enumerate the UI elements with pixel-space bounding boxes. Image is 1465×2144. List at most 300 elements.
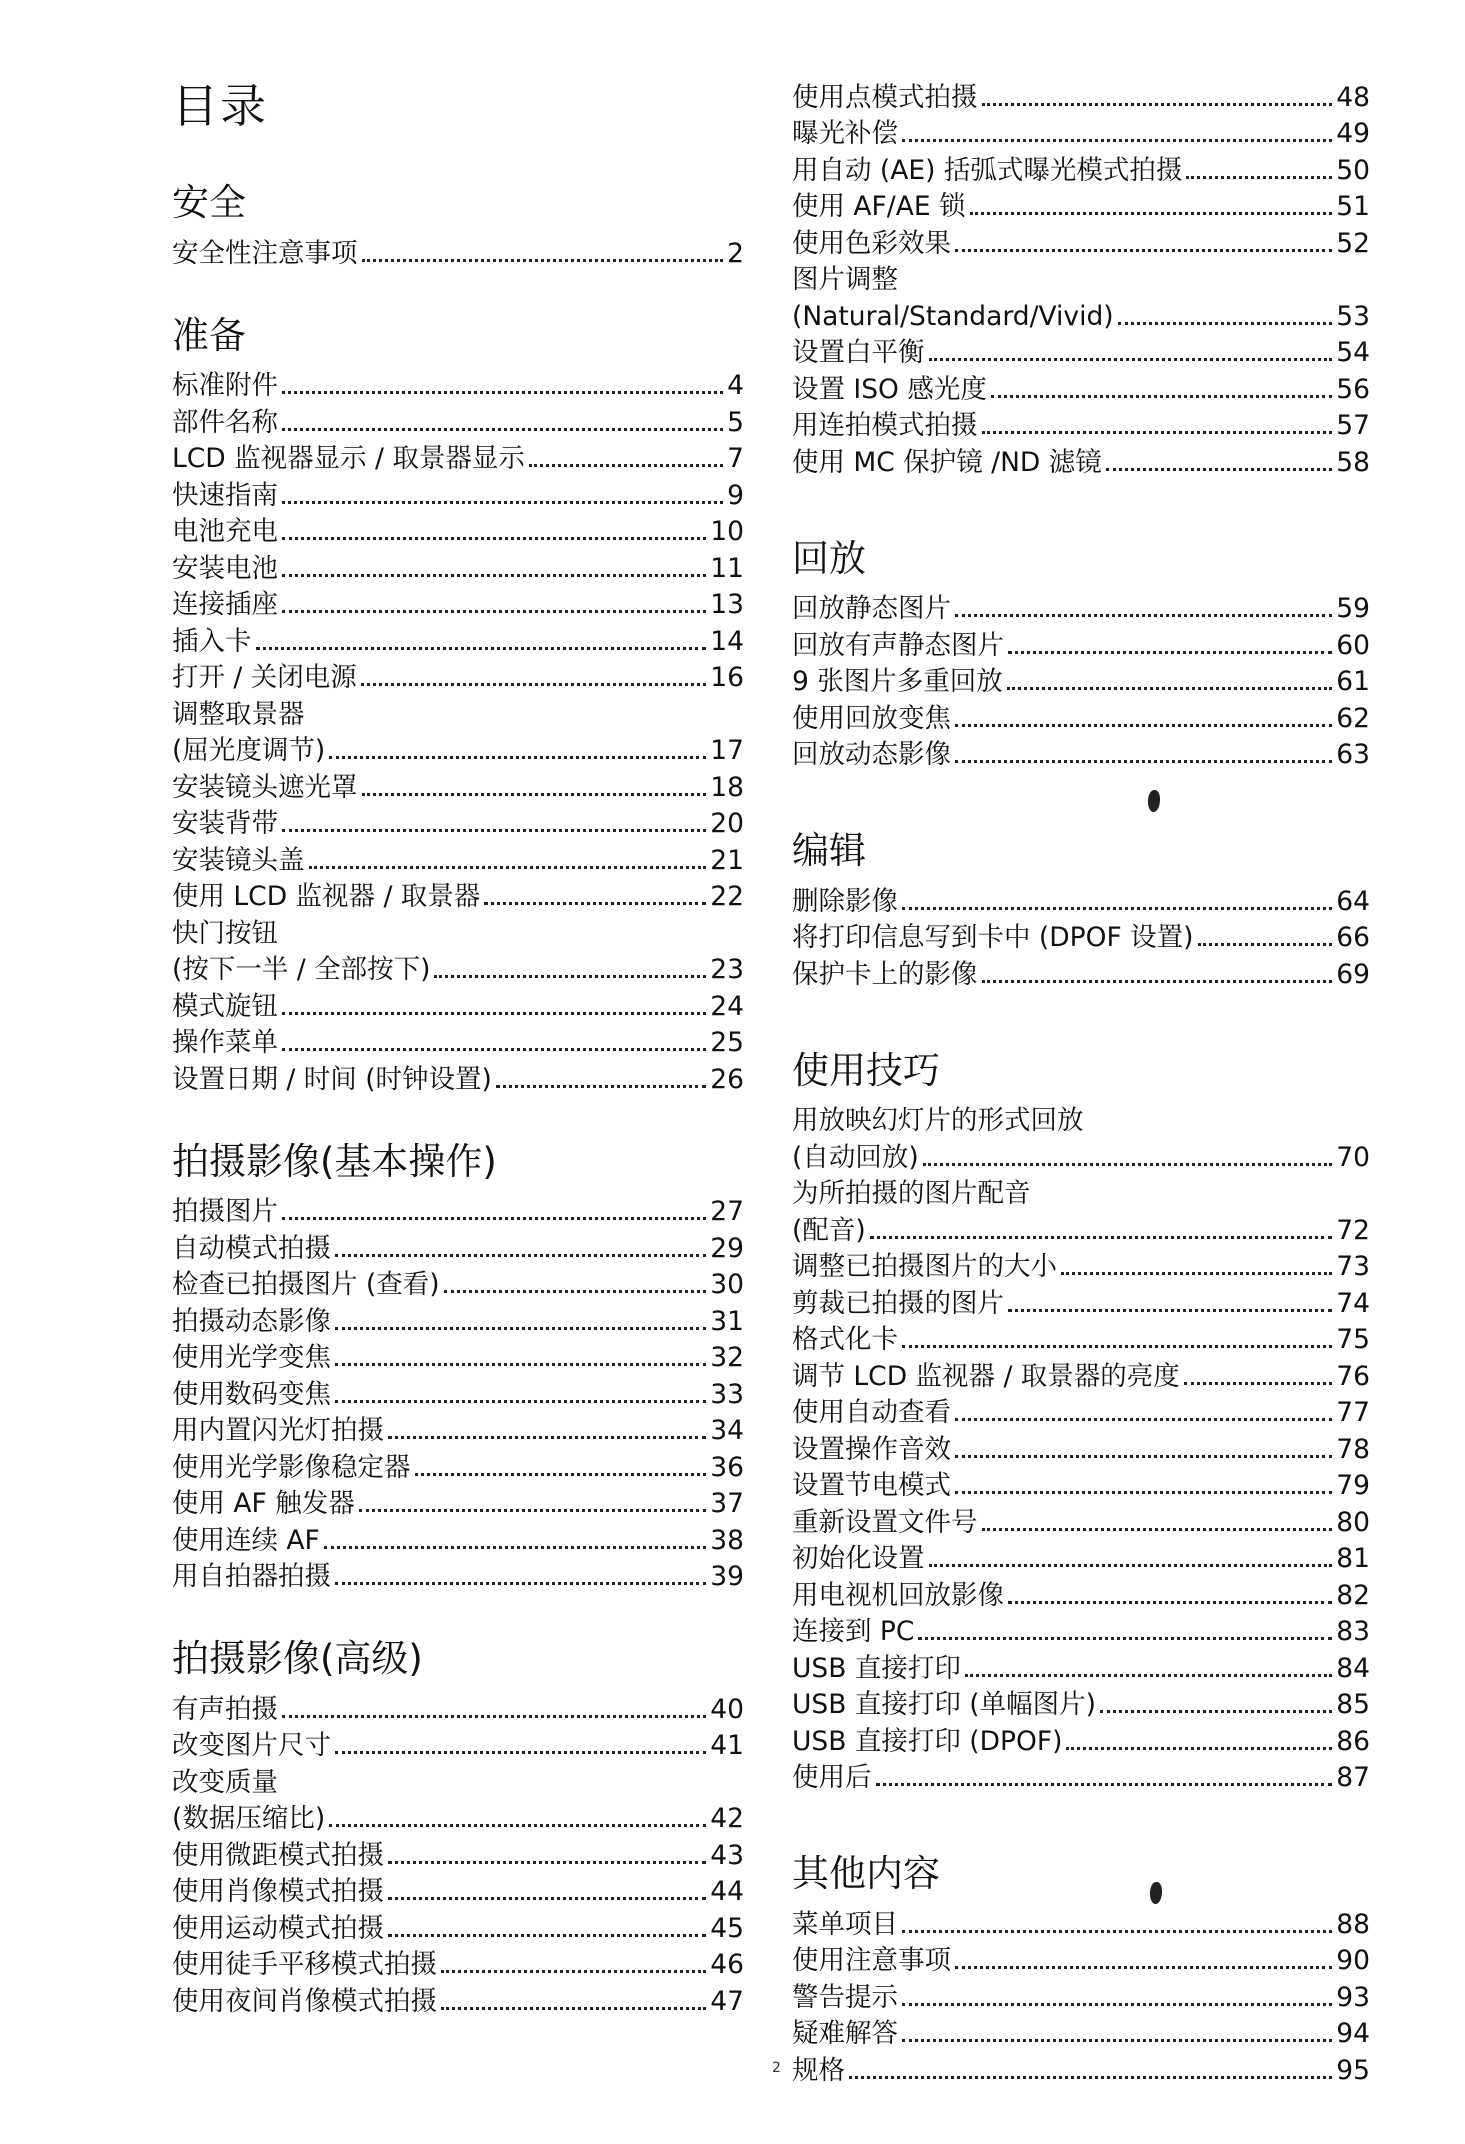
toc-entry-label: 设置 ISO 感光度 [792, 373, 987, 405]
toc-entry[interactable] [172, 1058, 744, 1095]
toc-entry-label: 使用后 [792, 1762, 872, 1793]
toc-entry-label: 部件名称 [172, 406, 278, 438]
toc-section [792, 1048, 1370, 1794]
toc-entry[interactable] [792, 1355, 1370, 1392]
toc-entry-label: 使用 MC 保护镜 /ND 滤镜 [792, 446, 1102, 478]
toc-entry[interactable] [172, 1373, 744, 1410]
toc-entry-page-number: 61 [1336, 666, 1370, 697]
toc-entry[interactable] [172, 949, 744, 986]
toc-entry-label: (自动回放) [792, 1141, 919, 1173]
toc-entry-page-number: 42 [710, 1803, 744, 1834]
toc-entry-label: 设置白平衡 [792, 337, 925, 368]
toc-entry-label: 使用微距模式拍摄 [172, 1839, 384, 1871]
dot-leader [918, 1637, 1332, 1640]
toc-entry[interactable] [792, 76, 1370, 113]
toc-entry-page-number: 57 [1336, 410, 1370, 441]
toc-entry[interactable] [792, 405, 1370, 442]
toc-entry-label: 标准附件 [172, 370, 278, 401]
toc-entry-label-line: 图片调整 [792, 264, 898, 295]
dot-leader [529, 464, 723, 467]
toc-entry-page-number: 25 [710, 1027, 744, 1058]
dot-leader [970, 212, 1333, 215]
dot-leader [902, 2003, 1332, 2006]
toc-entry-page-number: 4 [727, 370, 744, 401]
dot-leader [955, 1966, 1332, 1969]
toc-entry[interactable] [172, 1337, 744, 1374]
toc-entry[interactable] [792, 1720, 1370, 1757]
dot-leader [282, 1048, 706, 1051]
dot-leader [955, 249, 1332, 252]
toc-entry-label: 安装镜头遮光罩 [172, 771, 358, 803]
toc-entry-page-number: 26 [710, 1063, 744, 1095]
toc-entry[interactable] [792, 1574, 1370, 1611]
toc-entry-label: 使用 AF 触发器 [172, 1488, 355, 1519]
toc-entry-label: 设置操作音效 [792, 1433, 951, 1465]
toc-entry[interactable] [792, 624, 1370, 661]
toc-section [792, 76, 1370, 478]
toc-entry-label: 模式旋钮 [172, 990, 278, 1022]
toc-entry[interactable] [792, 1611, 1370, 1648]
toc-entry-page-number: 39 [710, 1561, 744, 1592]
toc-entry[interactable] [792, 588, 1370, 625]
page-number: 2 [772, 2060, 781, 2076]
toc-entry-page-number: 32 [710, 1342, 744, 1373]
dot-leader [388, 1861, 706, 1864]
toc-entry-label: 调整已拍摄图片的大小 [792, 1251, 1057, 1282]
toc-entry-label-line: 用放映幻灯片的形式回放 [792, 1105, 1084, 1136]
toc-entry-page-number: 38 [710, 1524, 744, 1556]
toc-entry[interactable] [172, 474, 744, 511]
toc-entry-label-line: 快门按钮 [172, 917, 278, 949]
toc-section [792, 828, 1370, 990]
toc-entry[interactable] [172, 839, 744, 876]
toc-entry-page-number: 80 [1336, 1506, 1370, 1538]
dot-leader [929, 1564, 1333, 1567]
toc-entry[interactable] [172, 365, 744, 402]
toc-entry-label: 回放有声静态图片 [792, 629, 1004, 661]
toc-entry[interactable] [172, 1410, 744, 1447]
toc-entry[interactable] [172, 232, 744, 269]
toc-entry[interactable] [792, 222, 1370, 259]
dot-leader [309, 866, 707, 869]
toc-entry[interactable] [172, 1556, 744, 1593]
toc-entry[interactable] [172, 876, 744, 913]
toc-entry[interactable] [792, 441, 1370, 478]
toc-entry-page-number: 77 [1336, 1397, 1370, 1428]
dot-leader [434, 975, 706, 978]
dot-leader [1186, 176, 1332, 179]
toc-entry-page-number: 52 [1336, 227, 1370, 259]
toc-entry[interactable] [792, 880, 1370, 917]
toc-entry-page-number: 74 [1336, 1287, 1370, 1319]
dot-leader [335, 1751, 706, 1754]
toc-entry[interactable] [172, 1446, 744, 1483]
toc-entry-page-number: 90 [1336, 1945, 1370, 1976]
toc-entry-page-number: 66 [1336, 922, 1370, 953]
dot-leader [929, 358, 1333, 361]
toc-entry-label: (数据压缩比) [172, 1803, 326, 1834]
toc-entry[interactable] [172, 1907, 744, 1944]
toc-entry-page-number: 54 [1336, 337, 1370, 368]
section-heading: 安全 [172, 181, 246, 224]
dot-leader [324, 1546, 706, 1549]
toc-entry[interactable] [172, 1798, 744, 1835]
toc-entry-label: 有声拍摄 [172, 1693, 278, 1725]
toc-entry[interactable] [792, 734, 1370, 771]
toc-entry-label: 规格 [792, 2054, 845, 2086]
dot-leader [923, 1163, 1333, 1166]
toc-entry-page-number: 18 [710, 771, 744, 803]
toc-entry-label: (Natural/Standard/Vivid) [792, 300, 1114, 332]
toc-entry-page-number: 24 [710, 990, 744, 1022]
toc-entry-page-number: 48 [1336, 81, 1370, 113]
toc-entry[interactable] [172, 766, 744, 803]
toc-entry-label: 保护卡上的影像 [792, 958, 978, 990]
toc-entry[interactable] [172, 1264, 744, 1301]
toc-entry[interactable] [792, 1903, 1370, 1940]
toc-section [172, 1139, 744, 1593]
toc-entry-page-number: 58 [1336, 446, 1370, 478]
dot-leader [415, 1473, 707, 1476]
toc-entry[interactable] [172, 1022, 744, 1059]
toc-entry-page-number: 14 [710, 625, 744, 657]
toc-entry[interactable] [792, 2049, 1370, 2086]
toc-entry-label: 使用 LCD 监视器 / 取景器 [172, 881, 481, 912]
toc-section [792, 536, 1370, 771]
dot-leader [329, 756, 706, 759]
toc-entry[interactable] [172, 1980, 744, 2017]
section-heading: 拍摄影像(高级) [172, 1637, 423, 1680]
toc-entry[interactable] [792, 113, 1370, 150]
dot-leader [902, 1930, 1332, 1933]
toc-entry[interactable] [792, 1465, 1370, 1502]
toc-section [172, 180, 744, 269]
toc-entry[interactable] [792, 332, 1370, 369]
toc-entry[interactable] [172, 1191, 744, 1228]
toc-left-column [172, 76, 744, 2061]
toc-entry-label: 使用光学影像稳定器 [172, 1451, 411, 1483]
dot-leader [1008, 1309, 1332, 1312]
toc-entry-label: 使用注意事项 [792, 1945, 951, 1976]
dot-leader [335, 1582, 706, 1585]
toc-section [172, 313, 744, 1095]
toc-entry[interactable] [792, 1428, 1370, 1465]
toc-entry[interactable] [172, 1483, 744, 1520]
toc-entry[interactable] [792, 295, 1370, 332]
toc-entry-label: 删除影像 [792, 885, 898, 917]
toc-entry[interactable] [792, 1319, 1370, 1356]
dot-leader [388, 1436, 706, 1439]
dot-leader [955, 614, 1332, 617]
toc-entry[interactable] [792, 1757, 1370, 1794]
toc-entry-label: 用连拍模式拍摄 [792, 410, 978, 441]
toc-entry-page-number: 23 [710, 954, 744, 985]
toc-entry-page-number: 95 [1336, 2054, 1370, 2086]
dot-leader [991, 395, 1332, 398]
toc-entry-page-number: 44 [710, 1876, 744, 1907]
toc-entry-label: 格式化卡 [792, 1324, 898, 1355]
toc-entry-label: 用自拍器拍摄 [172, 1561, 331, 1592]
toc-entry-label: 设置节电模式 [792, 1470, 951, 1501]
dot-leader [335, 1400, 706, 1403]
toc-entry-page-number: 11 [710, 552, 744, 584]
toc-entry-page-number: 70 [1336, 1141, 1370, 1173]
toc-entry[interactable] [792, 186, 1370, 223]
toc-entry[interactable] [792, 1976, 1370, 2013]
dot-leader [361, 683, 706, 686]
toc-entry[interactable] [172, 803, 744, 840]
section-heading: 编辑 [792, 829, 866, 872]
toc-entry-page-number: 40 [710, 1693, 744, 1725]
toc-entry[interactable] [792, 1136, 1370, 1173]
toc-entry[interactable] [172, 584, 744, 621]
toc-entry-page-number: 59 [1336, 593, 1370, 624]
dot-leader [256, 647, 707, 650]
toc-entry[interactable] [792, 1392, 1370, 1429]
toc-entry[interactable] [792, 1647, 1370, 1684]
toc-entry-label: 检查已拍摄图片 (查看) [172, 1269, 440, 1300]
dot-leader [1061, 1272, 1332, 1275]
toc-entry-label: 自动模式拍摄 [172, 1232, 331, 1264]
dot-leader [1184, 1382, 1332, 1385]
toc-entry-label: 将打印信息写到卡中 (DPOF 设置) [792, 922, 1194, 953]
toc-entry-page-number: 49 [1336, 118, 1370, 149]
dot-leader [955, 1418, 1332, 1421]
toc-entry-label: 使用点模式拍摄 [792, 81, 978, 113]
toc-entry-page-number: 37 [710, 1488, 744, 1519]
dot-leader [955, 1491, 1332, 1494]
dot-leader [282, 428, 723, 431]
toc-entry-label-line: 为所拍摄的图片配音 [792, 1178, 1031, 1209]
toc-entry[interactable] [172, 620, 744, 657]
toc-entry-page-number: 75 [1336, 1324, 1370, 1355]
dot-leader [982, 431, 1333, 434]
dot-leader [282, 1715, 706, 1718]
dot-leader [282, 610, 706, 613]
toc-entry-page-number: 36 [710, 1451, 744, 1483]
toc-entry[interactable] [172, 1834, 744, 1871]
section-heading: 其他内容 [792, 1852, 940, 1895]
toc-entry-page-number: 20 [710, 808, 744, 839]
toc-entry-page-number: 69 [1336, 958, 1370, 990]
toc-entry[interactable] [792, 953, 1370, 990]
toc-right-column [792, 76, 1370, 2144]
toc-entry[interactable] [792, 1246, 1370, 1283]
dot-leader [282, 1217, 706, 1220]
dot-leader [282, 537, 706, 540]
toc-entry-page-number: 78 [1336, 1433, 1370, 1465]
dot-leader [849, 2076, 1332, 2079]
section-heading: 拍摄影像(基本操作) [172, 1139, 497, 1183]
dot-leader [388, 1934, 706, 1937]
toc-entry-label: 操作菜单 [172, 1027, 278, 1058]
toc-entry-label: 使用自动查看 [792, 1397, 951, 1428]
toc-entry[interactable] [172, 657, 744, 694]
toc-entry-label: 打开 / 关闭电源 [172, 662, 357, 693]
toc-entry-page-number: 5 [727, 406, 744, 438]
dot-leader [955, 760, 1332, 763]
dot-leader [444, 1290, 707, 1293]
toc-entry-label: (屈光度调节) [172, 735, 326, 766]
toc-entry[interactable] [172, 1871, 744, 1908]
toc-entry-page-number: 47 [710, 1985, 744, 2017]
toc-entry-label: 重新设置文件号 [792, 1506, 978, 1538]
toc-entry-label: 拍摄图片 [172, 1196, 278, 1227]
toc-entry-label: USB 直接打印 (DPOF) [792, 1725, 1063, 1757]
toc-entry[interactable] [172, 547, 744, 584]
toc-entry-label: 使用夜间肖像模式拍摄 [172, 1985, 437, 2017]
toc-entry-page-number: 53 [1336, 300, 1370, 332]
dot-leader [362, 259, 724, 262]
dot-leader [955, 724, 1332, 727]
dot-leader [329, 1824, 706, 1827]
toc-entry-page-number: 94 [1336, 2018, 1370, 2049]
toc-entry[interactable] [172, 438, 744, 475]
toc-entry-page-number: 16 [710, 662, 744, 693]
toc-entry[interactable] [172, 511, 744, 548]
toc-entry[interactable] [792, 368, 1370, 405]
toc-entry-label: 连接插座 [172, 589, 278, 620]
toc-entry-label: 拍摄动态影像 [172, 1305, 331, 1337]
toc-entry-page-number: 22 [710, 881, 744, 912]
toc-entry-page-number: 93 [1336, 1981, 1370, 2013]
toc-entry[interactable] [792, 1282, 1370, 1319]
dot-leader [496, 1085, 706, 1088]
toc-entry[interactable] [792, 1684, 1370, 1721]
toc-entry-page-number: 27 [710, 1196, 744, 1227]
toc-entry-label: 使用数码变焦 [172, 1378, 331, 1410]
toc-entry-label: 用内置闪光灯拍摄 [172, 1415, 384, 1446]
toc-entry-page-number: 72 [1336, 1214, 1370, 1246]
toc-entry-page-number: 29 [710, 1232, 744, 1264]
toc-entry-label: 用自动 (AE) 括弧式曝光模式拍摄 [792, 154, 1183, 186]
toc-entry-page-number: 64 [1336, 885, 1370, 917]
toc-entry[interactable] [172, 1725, 744, 1762]
toc-entry[interactable] [172, 1688, 744, 1725]
dot-leader [282, 574, 706, 577]
toc-entry-page-number: 81 [1336, 1543, 1370, 1574]
toc-entry-page-number: 13 [710, 589, 744, 620]
toc-entry-page-number: 84 [1336, 1652, 1370, 1684]
dot-leader [282, 391, 723, 394]
toc-entry-page-number: 87 [1336, 1762, 1370, 1793]
dot-leader [965, 1674, 1332, 1677]
dot-leader [902, 139, 1332, 142]
dot-leader [359, 1509, 707, 1512]
toc-entry-page-number: 62 [1336, 702, 1370, 734]
toc-entry-page-number: 73 [1336, 1251, 1370, 1282]
toc-entry-label: 电池充电 [172, 516, 278, 547]
toc-entry[interactable] [792, 1501, 1370, 1538]
toc-entry-label: 使用运动模式拍摄 [172, 1912, 384, 1944]
dot-leader [1008, 1601, 1332, 1604]
toc-entry-label: 使用光学变焦 [172, 1342, 331, 1373]
dot-leader [335, 1327, 706, 1330]
toc-entry-label: 连接到 PC [792, 1616, 915, 1647]
toc-entry[interactable] [172, 1300, 744, 1337]
toc-entry-label: 使用连续 AF [172, 1524, 320, 1556]
toc-entry-page-number: 41 [710, 1730, 744, 1761]
toc-entry-label: 使用色彩效果 [792, 227, 951, 259]
dot-leader [1118, 322, 1333, 325]
toc-entry-label: 使用 AF/AE 锁 [792, 191, 966, 222]
toc-entry-label: (按下一半 / 全部按下) [172, 954, 431, 985]
toc-entry-label: 调节 LCD 监视器 / 取景器的亮度 [792, 1360, 1180, 1392]
dot-leader [902, 1345, 1332, 1348]
dot-leader [1198, 943, 1333, 946]
toc-entry[interactable] [792, 149, 1370, 186]
toc-entry-page-number: 30 [710, 1269, 744, 1300]
toc-entry-label: 曝光补偿 [792, 118, 898, 149]
toc-entry[interactable] [792, 697, 1370, 734]
toc-entry-page-number: 85 [1336, 1689, 1370, 1720]
toc-entry-page-number: 46 [710, 1949, 744, 1980]
toc-entry-page-number: 31 [710, 1305, 744, 1337]
dot-leader [982, 103, 1333, 106]
toc-entry-label: 快速指南 [172, 479, 278, 511]
section-heading: 准备 [172, 313, 246, 357]
dot-leader [902, 907, 1332, 910]
toc-entry-label: 改变图片尺寸 [172, 1730, 331, 1761]
dot-leader [955, 1455, 1332, 1458]
dot-leader [335, 1254, 706, 1257]
toc-entry-label: 用电视机回放影像 [792, 1579, 1004, 1611]
toc-entry-label: 安装背带 [172, 808, 278, 839]
toc-entry-label: 9 张图片多重回放 [792, 666, 1003, 697]
toc-entry-page-number: 86 [1336, 1725, 1370, 1757]
toc-entry-page-number: 17 [710, 735, 744, 766]
toc-entry-label: 菜单项目 [792, 1908, 898, 1940]
toc-entry[interactable] [172, 1519, 744, 1556]
toc-entry-page-number: 45 [710, 1912, 744, 1944]
toc-entry-label: 安装镜头盖 [172, 844, 305, 876]
toc-entry[interactable] [172, 730, 744, 767]
dot-leader [876, 1783, 1333, 1786]
toc-entry-label: 设置日期 / 时间 (时钟设置) [172, 1063, 492, 1095]
toc-entry[interactable] [792, 661, 1370, 698]
toc-entry-page-number: 9 [727, 479, 744, 511]
toc-entry-page-number: 50 [1336, 154, 1370, 186]
toc-entry-page-number: 43 [710, 1839, 744, 1871]
toc-entry-page-number: 51 [1336, 191, 1370, 222]
toc-section [792, 1851, 1370, 2086]
toc-entry-page-number: 21 [710, 844, 744, 876]
toc-entry[interactable] [172, 1944, 744, 1981]
toc-entry-page-number: 82 [1336, 1579, 1370, 1611]
toc-entry[interactable] [792, 917, 1370, 954]
toc-entry[interactable] [792, 2013, 1370, 2050]
dot-leader [388, 1897, 706, 1900]
toc-entry[interactable] [792, 1538, 1370, 1575]
toc-entry-page-number: 2 [727, 237, 744, 269]
dot-leader [982, 1528, 1333, 1531]
toc-entry-page-number: 63 [1336, 739, 1370, 770]
toc-entry-label: 使用回放变焦 [792, 702, 951, 734]
toc-entry-label: 回放静态图片 [792, 593, 951, 624]
toc-entry-label: 初始化设置 [792, 1543, 925, 1574]
toc-entry-label: USB 直接打印 (单幅图片) [792, 1689, 1096, 1720]
section-heading: 使用技巧 [792, 1048, 940, 1092]
toc-entry[interactable] [792, 1940, 1370, 1977]
toc-entry[interactable] [792, 1209, 1370, 1246]
dot-leader [902, 2039, 1332, 2042]
dot-leader [1007, 687, 1332, 690]
toc-entry[interactable] [172, 985, 744, 1022]
toc-entry-label: 使用徒手平移模式拍摄 [172, 1949, 437, 1980]
toc-entry-label: 安全性注意事项 [172, 237, 358, 269]
toc-entry[interactable] [172, 401, 744, 438]
toc-entry[interactable] [172, 1227, 744, 1264]
